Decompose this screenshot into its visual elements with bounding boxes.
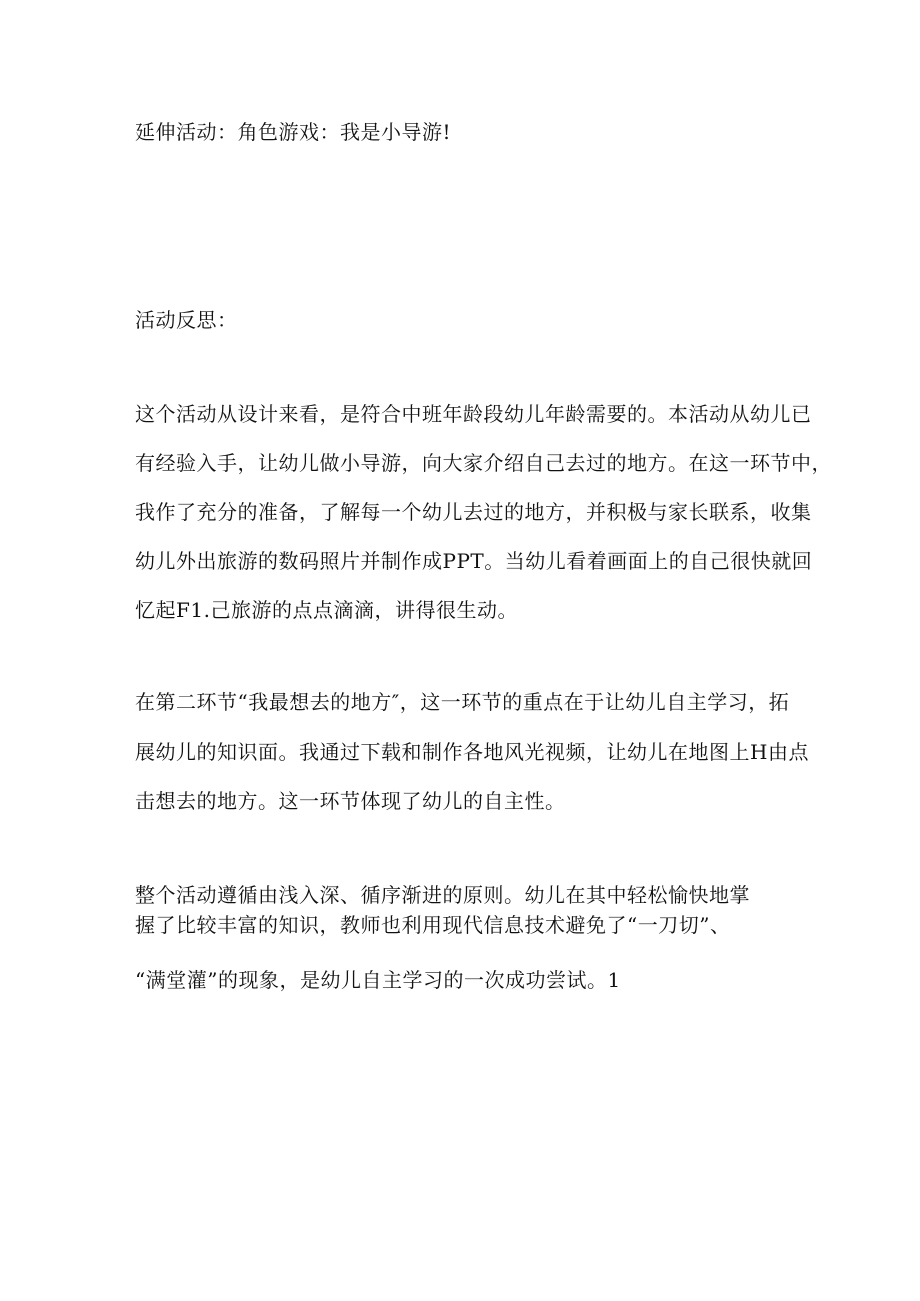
paragraph-line: 握了比较丰富的知识，教师也利用现代信息技术避免了“一刀切”、 xyxy=(135,913,731,937)
paragraph-line: 整个活动遵循由浅入深、循序渐进的原则。幼儿在其中轻松愉快地掌 xyxy=(135,883,750,907)
paragraph-line: 击想去的地方。这一环节体现了幼儿的自主性。 xyxy=(135,789,566,813)
paragraph-line: 忆起F1.己旅游的点点滴滴，讲得很生动。 xyxy=(135,598,518,622)
paragraph-line: 在第二环节“我最想去的地方″，这一环节的重点在于让幼儿自主学习，拓 xyxy=(135,690,790,714)
paragraph-line: 展幼儿的知识面。我通过下载和制作各地风光视频，让幼儿在地图上H由点 xyxy=(135,740,809,764)
paragraph-line: 有经验入手，让幼儿做小导游，向大家介绍自己去过的地方。在这一环节中， xyxy=(135,451,832,475)
paragraph-line: 我作了充分的准备，了解每一个幼儿去过的地方，并积极与家长联系，收集 xyxy=(135,500,812,524)
paragraph-line: “满堂灌”的现象，是幼儿自主学习的一次成功尝试。1 xyxy=(135,968,621,992)
extension-activity-line: 延伸活动：角色游戏：我是小导游! xyxy=(135,120,452,144)
paragraph-line: 幼儿外出旅游的数码照片并制作成PPT。当幼儿看着画面上的自己很快就回 xyxy=(135,549,813,573)
paragraph-line: 这个活动从设计来看，是符合中班年龄段幼儿年龄需要的。本活动从幼儿已 xyxy=(135,402,812,426)
reflection-heading: 活动反思： xyxy=(135,308,238,332)
